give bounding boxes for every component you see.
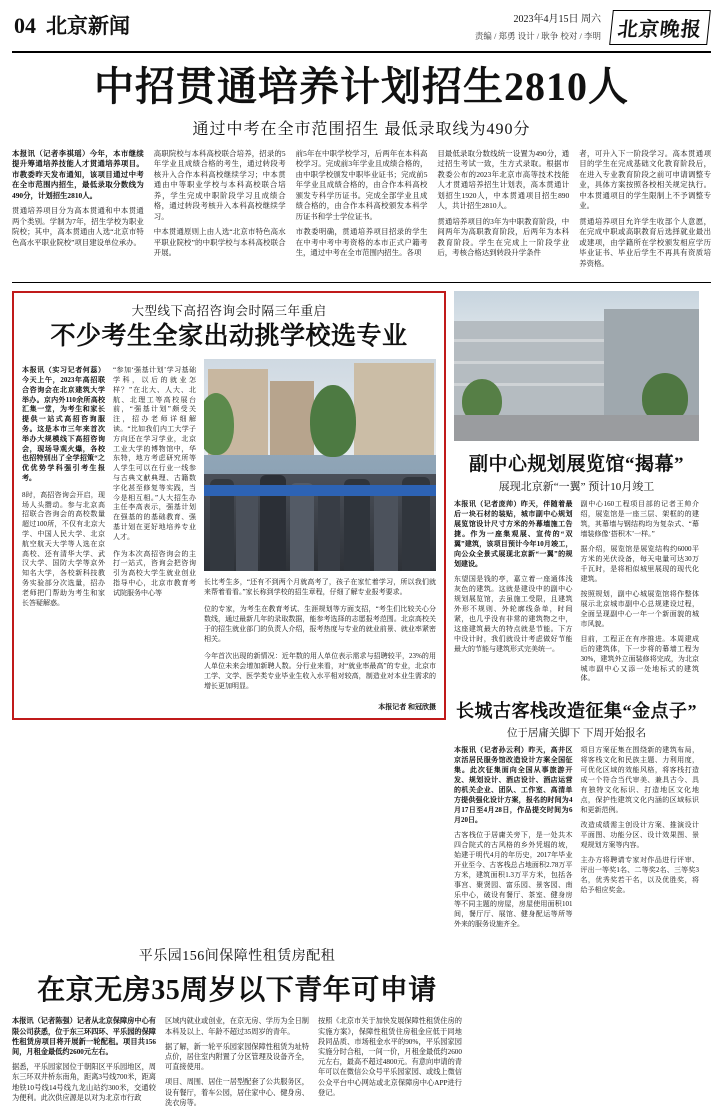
building-shape [270,381,314,455]
right-paragraph: 副中心160工程项目部的记者王帅介绍，展览馆是一座三层、架框的的建筑，其幕墙与钢结构均为复杂式、“幕墙装修像‘搭积木’一样。” [580,500,699,539]
right-paragraph: 据介绍，展览馆是展览结构约6000平方米的光伏设备，每天电量可达30万千瓦时，是将相似城里展现的现代化建筑。 [580,545,699,584]
right-paragraph: 按照规划，副中心城展览馆将作整体展示北京城市副中心总规建设过程，全面呈现副中心一年一个新面貌的城市风貌。 [580,589,699,628]
right-column [454,291,699,935]
boxed-kicker: 大型线下高招咨询会时隔三年重启 [131,304,327,319]
lead-column-1 [12,149,144,275]
boxed-paragraph: 8时，高招咨询会开启，现场人头攒动。参与北京高招联合咨询会的高校数量超过100所，不仅有北京大学、中国人民大学、北京航空航天大学等人选在京高校、还有清华大学、武汉大学、国防大学等京外知名大学，各校新科技教务实验部分次选量，招办老师把门帮助为考生和家长答疑解惑。 [22,490,105,607]
right-story1-headline: 副中心规划展览馆“揭幕” [468,454,684,476]
building-shape [354,363,434,455]
boxed-paragraph: 本报讯（实习记者何蕊）今天上午，2023年高招联合咨询会在北京建筑大学举办。京内外110余所高校汇集一堂，为考生和家长提供一站式高招咨询服务。这是本市三年来首次举办大规模线下高招咨询会，现场导观火爆，各校也招特别出了全学招策“之优优势学科强引考生报考。 [22,366,105,482]
lead-paragraph: 贯通培养项目的3年为中职教育阶段，中间两年为高职教育阶段，后两年为本科教育阶段。学生在完成上一阶段学业后，考核合格达到转段升学条件 [437,216,570,258]
bottom-story [0,945,474,1113]
boxed-column-2 [113,359,196,698]
masthead-rule [12,51,711,53]
photo-caption-col [204,578,436,691]
blue-banner [204,485,436,496]
right-paragraph: 本报讯（记者孙云利）昨天，高井区京活居民服务馆改造设计方案全国征集。此次征集面向全国从事旅游开发、规划设计、酒店设计、酒店运营的机关企业、团队、工作室、高清单方提供强化设计方案，报名的时间为4月17日至4月28日，作品提交时间为6月20日。 [454,746,573,824]
right-story1-columns [454,500,699,689]
boxed-paragraph: 位的专家，为考生在教育考试、生涯规划等方面支招，“考生们比较关心分数线，通过最新几年的录取数据，能参考选择的志愿报考范围。北京高校关于的招生就业部门的负责人介绍，报考热度与专业的就业前景、就业率紧密相关。 [204,605,436,643]
right-paragraph: 东望国是钱的亭，嘉立着一座通体浅灰色的建筑。这就是建设中的副中心规划展览馆，去虽施工受限，且建筑外形不规则、外轮廓线条单，时间紧，也几乎没有非常的建筑物之中，这座建筑最大的特点就是节能。下方中设计时，我们就设计考虑做好节能最大的节能与建筑形式完美统一。 [454,575,573,653]
right-story2-subhead: 位于居庸关脚下 下周开始报名 [506,728,647,740]
person-shape [236,487,258,571]
masthead-right [475,10,709,45]
middle-section [0,291,723,935]
bottom-column-2 [165,1016,309,1113]
right-paragraph: 古客栈位于居庸关旁下，是一处共木四合院式的古风格的乡外凭堀的坡，始建于明代4月的年历史，2017年毕业开业至今、古客栈总占地面积2.78万平方米，建筑面积1.3万平方米，包括各事宫、聚贤园、富乐园、景客园、南乐中心，破设有餐厅、茶室、健身房等不同主题的房屋，房屋使用面积101间，餐厅厅、展馆、健身配运等所等外来的服务设施齐全。 [454,830,573,929]
person-shape [290,483,314,571]
lead-paragraph: 高职院校与本科高校联合培养，招录的5年学业且成绩合格的考生，通过转段考核升入合作本科高校继续学习；中本贯通由中等职业学校与本科高校联合培养，学生完成中职阶段学习且成绩合格，通过转段考核升入本科高校继续学习。 [153,148,286,221]
masthead-left [14,10,130,40]
crowd-photo [204,359,436,571]
section-divider [12,282,711,283]
masthead-meta [475,10,601,43]
paper-logo: 北京晚报 [609,10,711,45]
bottom-column-3 [318,1016,462,1113]
ground-region [454,415,699,441]
boxed-headline: 不少考生全家出动挑学校选专业 [50,323,408,351]
boxed-column-1 [22,359,105,698]
photo-byline: 本报记者 和冠欣摄 [378,702,436,711]
tree-shape [310,385,356,457]
boxed-body [22,359,436,698]
tree-shape [204,393,234,455]
bottom-kicker: 平乐园156间保障性租赁房配租 [138,949,336,965]
bottom-paragraph: 项目、周围、居住一居型配套了公共服务区，设有餐厅，着车公园，居住家中心、健身房、洗衣房等。 [165,1078,309,1107]
lead-paragraph: 中本贯通原则上由人选“北京市特色高水平职业院校”的中职学校与本科高校联合开展。 [153,227,286,258]
lead-paragraph: 贯通培养项目分为高本贯通和中本贯通两个类别。学制为7年，招生学校为职业院校；其中，高本贯通由人选“北京市特色高水平职业院校”项目建设单位承办。 [12,206,144,247]
publication-date: 2023年4月15日 周六 [513,14,601,25]
right-paragraph: 目前，工程正在有序推进。本周建成后的建筑体，下一步将的幕墙工程为30%，建筑外立面装修将完成，为北京城市副中心又添一处地标式的建筑体。 [580,634,699,683]
right-story1-column-1 [454,500,573,689]
right-story1-column-2 [581,500,700,689]
lead-paragraph: 目最低录取分数线统一设置为490分，通过招生考试一致，生方式录取。根据市教委公布的2023年北京市高等技术技能人才贯通培养招生计划表，高本贯通计划招生1920人，中本贯通项目招生890人，共计招生2810人。 [437,148,570,211]
lead-column-4 [437,149,569,275]
right-paragraph: 改造成绩需主创设计方案、推演设计平面图、功能分区、设计效果图、景观规划方案等内容。 [580,820,699,849]
bottom-paragraph: 区域内就业或创业，在京无房、学历为全日制本科及以上、年龄不超过35周岁的青年。 [165,1017,309,1036]
bottom-columns [12,1016,462,1113]
section-name: 北京新闻 [46,14,130,38]
bottom-column-1 [12,1016,156,1113]
lead-paragraph: 者，可升入下一阶段学习。高本贯通项目的学生在完成基础文化教育阶段后，在进入专业教育阶段之前可申请调整专业，具体方案按照各校相关规定执行。中本贯通项目的学生限制上不予调整专业。 [579,148,711,211]
boxed-paragraph: 作为本次高招咨询会的主打一站式，咨询会把咨询引为高校大学生就业创业指导中心，北京市教育考试院服务中心等 [113,549,196,597]
right-story2-columns [454,746,699,935]
exhibition-hall-photo [454,291,699,441]
right-story2-column-2 [581,746,700,935]
boxed-photo-col [204,359,436,698]
lead-headline: 中招贯通培养计划招生2810人 [94,64,629,109]
boxed-paragraph: “参加‘强基计划’学习基础学科，以后的就业怎样？”在北大、人大、北航、北理工等高校展台前，“强基计划”颇受关注，招办老师详细解读。“比如我们内工大学子方向还在学习学业，北京工业大学的博物馆中，华东特，地方考虑研究所等人学生可以在行业一线参与古典文献典理、古籍数字化甚至修复等实践，当今是相互相。”人大招生办主任李高表示，强基计划在强基的的基础教育、强基计划在更好地培养专业人才。 [113,366,196,541]
lead-column-2 [154,149,286,275]
lead-subhead: 通过中考在全市范围招生 最低录取线为490分 [192,120,531,138]
lead-paragraph: 贯通培养项目允许学生收部个人意愿，在完成中职或高职教育后选择就业最出或建项，由学籍所在学校颁发相应学历毕业证书、毕业后学生不再具有资质培养资格。 [579,216,711,268]
person-shape [318,491,340,571]
right-story1-subhead: 展现北京新“一翼” 预计10月竣工 [498,481,655,494]
right-paragraph: 主办方将聘请专家对作品进行评审、评出一等奖1名、二等奖2名、三等奖3名，优秀奖若干名，以及优胜奖，将给予相应奖金。 [580,855,699,894]
boxed-story [12,291,446,719]
right-story2-column-1 [454,746,573,935]
lead-column-3 [296,149,428,275]
lead-paragraph: 前5年在中职学校学习，后两年在本科高校学习。完成前3年学业且成绩合格的，由中职学校颁发中职毕业证书；完成前5年学业且成绩合格的，由合作本科高校颁发专科学历证书。完成全部学业且成绩合格的，由合作本科高校颁发本科学历证书和学士学位证书。 [295,148,428,221]
bottom-paragraph: 按照《北京市关于加快发展保障性租赁住房的实施方案》，保障性租赁住房租金应低于同地段同品质、市场租金水平的90%，平乐园家园实施分时合租，一间一价，月租金最低约2600元左右，最高不超过4800元。有意向申请的青年可以在微信公众号平乐园家园、或线上微信公众平台中心网站或北京保障房中心APP进行登记。 [318,1017,462,1097]
lead-paragraph: 本报讯（记者李祺瑶）今年，本市继续提升筹通培养技能人才贯通培养项目。市教委昨天发布通知，该项目通过中考在全市范围内招生，最低录取分数线为490分，计划招生2810人。 [12,148,144,200]
lead-paragraph: 市教委明确，贯通培养项目招录的学生在中考中考中考资格的本市正式户籍考生，通过中考在全市范围内招生。各项 [295,227,428,258]
editorial-credits: 责编 / 郑勇 设计 / 耿争 校对 / 李明 [474,31,601,41]
person-shape [374,485,398,571]
bottom-paragraph: 据了解，新一轮平乐园家园保障性租赁为址特点价，居住室内附置了分区管理及设备齐全，可直接使用。 [165,1042,309,1072]
right-paragraph: 本报讯（记者庞帅）昨天，伴随着最后一块石材的装贴，城市副中心规划展览馆设计尺寸方米的外幕墙施工告捷。作为一座集观展、宣传的“双翼”建筑，该项目预计今年10月竣工，向公众全景式展现北京新“一翼”的规划建设。 [454,500,573,569]
bottom-paragraph: 本报讯（记者陈强）记者从北京保障房中心有限公司获悉，位于东三环四环、平乐园的保障性租赁房项目将开展新一轮配租。项目共156间，月租金最低约2600元左右。 [12,1017,156,1056]
boxed-paragraph: 今年首次出现的新情况：近年数的用人单位表示需求与招聘较平，23%的用人单位未来会增加新聘人数。分行业来看，对“就业率最高”的专业，北京市工学、文学、医学类专业毕业生收入水平相对较高，制造业对本业生需求的增长更加明显。 [204,651,436,690]
bottom-paragraph: 据悉，平乐园家园位于朝阳区平乐园地区，周东三环双井桥东南角，距离3号线700米，距离地铁10号线14号线九龙山站约300米，交通较为便利。此次供应源是以对为北京市行政 [12,1063,156,1102]
right-story2-headline: 长城古客栈改造征集“金点子” [456,701,697,722]
lead-columns [0,149,723,275]
right-paragraph: 项目方案征集在围绕新的建筑布局，将客栈文化和民族主题、力利用度，可优化区域的效能风格，将客栈打造成一个符合当代审美、兼具古今、具有独特文化标识、打造地区文化地点，保护性建筑文化内涵的区域标识和更新范例。 [580,746,699,815]
masthead [0,0,723,49]
boxed-paragraph: 长比考生多，“还有不到两个月就高考了，孩子在家忙着学习，所以我们就来帮着看看。”家长称到学校的招生章程，仔细了解专业报考要求。 [204,578,436,597]
lead-column-5 [579,149,711,275]
bottom-headline: 在京无房35周岁以下青年可申请 [37,975,437,1007]
page-number: 04 [14,13,36,38]
